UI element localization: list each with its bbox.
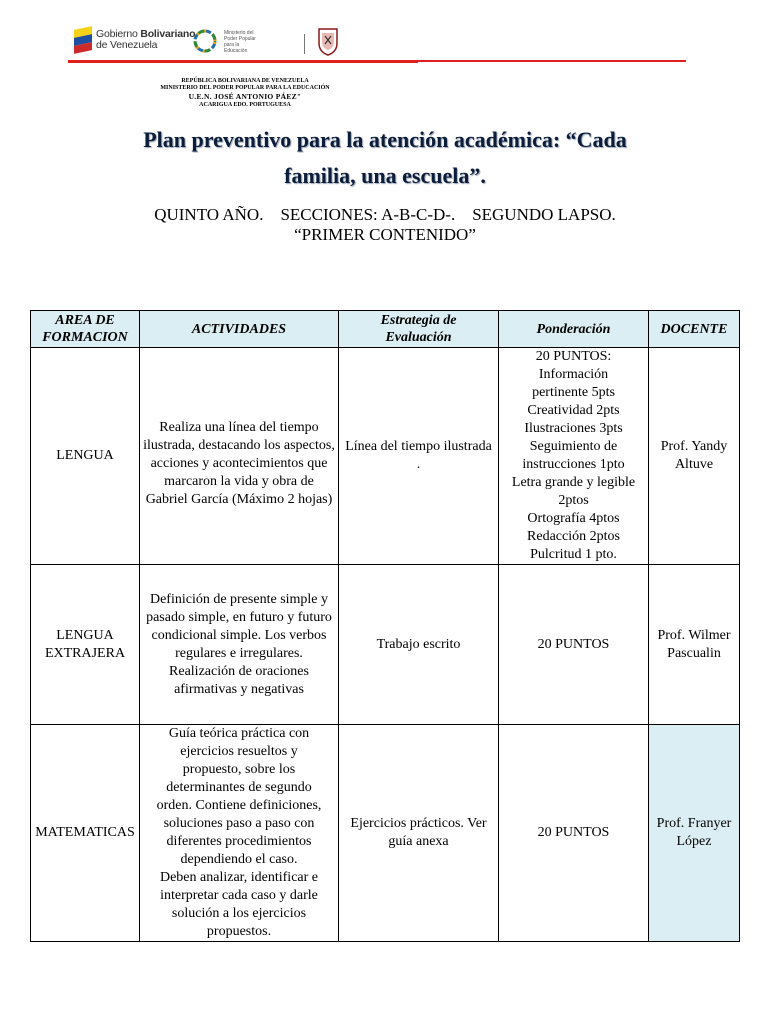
bolivariano-word: Bolivariano: [140, 28, 196, 40]
header-location: ACARIGUA EDO. PORTUGUESA: [199, 102, 291, 108]
school-shield-icon: [317, 26, 339, 56]
header-docente: DOCENTE: [649, 311, 740, 348]
area-cell: MATEMATICAS: [31, 725, 140, 942]
header-school-name: U.E.N. JOSÉ ANTONIO PÁEZ": [188, 92, 302, 101]
header-ministerio: MINISTERIO DEL PODER POPULAR PARA LA EDUCACIÓN: [160, 85, 330, 91]
header-logos: [74, 22, 354, 62]
estrategia-cell: Línea del tiempo ilustrada .: [339, 348, 499, 565]
header-estrategia: Estrategia de Evaluación: [339, 311, 499, 348]
table-row: [31, 565, 740, 725]
ponderacion-cell: 20 PUNTOS: [499, 725, 649, 942]
header-red-line-secondary: [68, 62, 418, 63]
header-actividades: ACTIVIDADES: [140, 311, 339, 348]
area-cell: LENGUA EXTRAJERA: [31, 565, 140, 725]
ponderacion-cell: 20 PUNTOS: Información pertinente 5pts Creatividad 2pts Ilustraciones 3pts Seguimiento de instrucciones 1pto Letra grande y legible 2ptos Ortografía 4ptos Redacción 2ptos Pulcritud 1 pto.: [499, 348, 649, 565]
de-venezuela-word: de Venezuela: [96, 39, 158, 51]
actividades-cell: Definición de presente simple y pasado simple, en futuro y futuro condicional simple. Los verbos regulares e irregulares. Realización de oraciones afirmativas y negativas: [140, 565, 339, 725]
header-republica: REPÚBLICA BOLIVARIANA DE VENEZUELA: [181, 78, 309, 84]
ponderacion-cell: 20 PUNTOS: [499, 565, 649, 725]
ministerio-circle-icon: [192, 28, 218, 54]
ministerio-text: Ministerio del Poder Popular para la Educación: [224, 30, 256, 54]
table-header-row: [31, 311, 740, 348]
table-row: [31, 725, 740, 942]
estrategia-cell: Ejercicios prácticos. Ver guía anexa: [339, 725, 499, 942]
subtitle-sections: QUINTO AÑO. SECCIONES: A-B-C-D-. SEGUNDO LAPSO.: [154, 205, 616, 224]
title-line-1: Plan preventivo para la atención académica: “Cada: [143, 127, 627, 152]
subtitle-content: “PRIMER CONTENIDO”: [294, 225, 476, 244]
estrategia-cell: Trabajo escrito: [339, 565, 499, 725]
plan-table: [30, 310, 740, 942]
docente-cell: Prof. Wilmer Pascualin: [649, 565, 740, 725]
page-title: [100, 122, 670, 194]
header-ponderacion: Ponderación: [499, 311, 649, 348]
title-line-2: familia, una escuela”.: [284, 163, 486, 188]
gobierno-logo: [74, 28, 195, 52]
docente-cell: Prof. Yandy Altuve: [649, 348, 740, 565]
docente-cell: Prof. Franyer López: [649, 725, 740, 942]
actividades-cell: Realiza una línea del tiempo ilustrada, destacando los aspectos, acciones y acontecimientos que marcaron la vida y obra de Gabriel García (Máximo 2 hojas): [140, 348, 339, 565]
area-cell: LENGUA: [31, 348, 140, 565]
table-row: [31, 348, 740, 565]
header-area: AREA DE FORMACION: [31, 311, 140, 348]
actividades-cell: Guía teórica práctica con ejercicios resueltos y propuesto, sobre los determinantes de segundo orden. Contiene definiciones, soluciones paso a paso con diferentes procedimientos dependiendo el caso. Deben analizar, identificar e interpretar cada caso y darle solución a los ejercicios propuestos.: [140, 725, 339, 942]
gobierno-word: Gobierno: [96, 28, 138, 40]
venezuela-flag-icon: [74, 28, 92, 52]
logo-separator: [304, 34, 305, 54]
